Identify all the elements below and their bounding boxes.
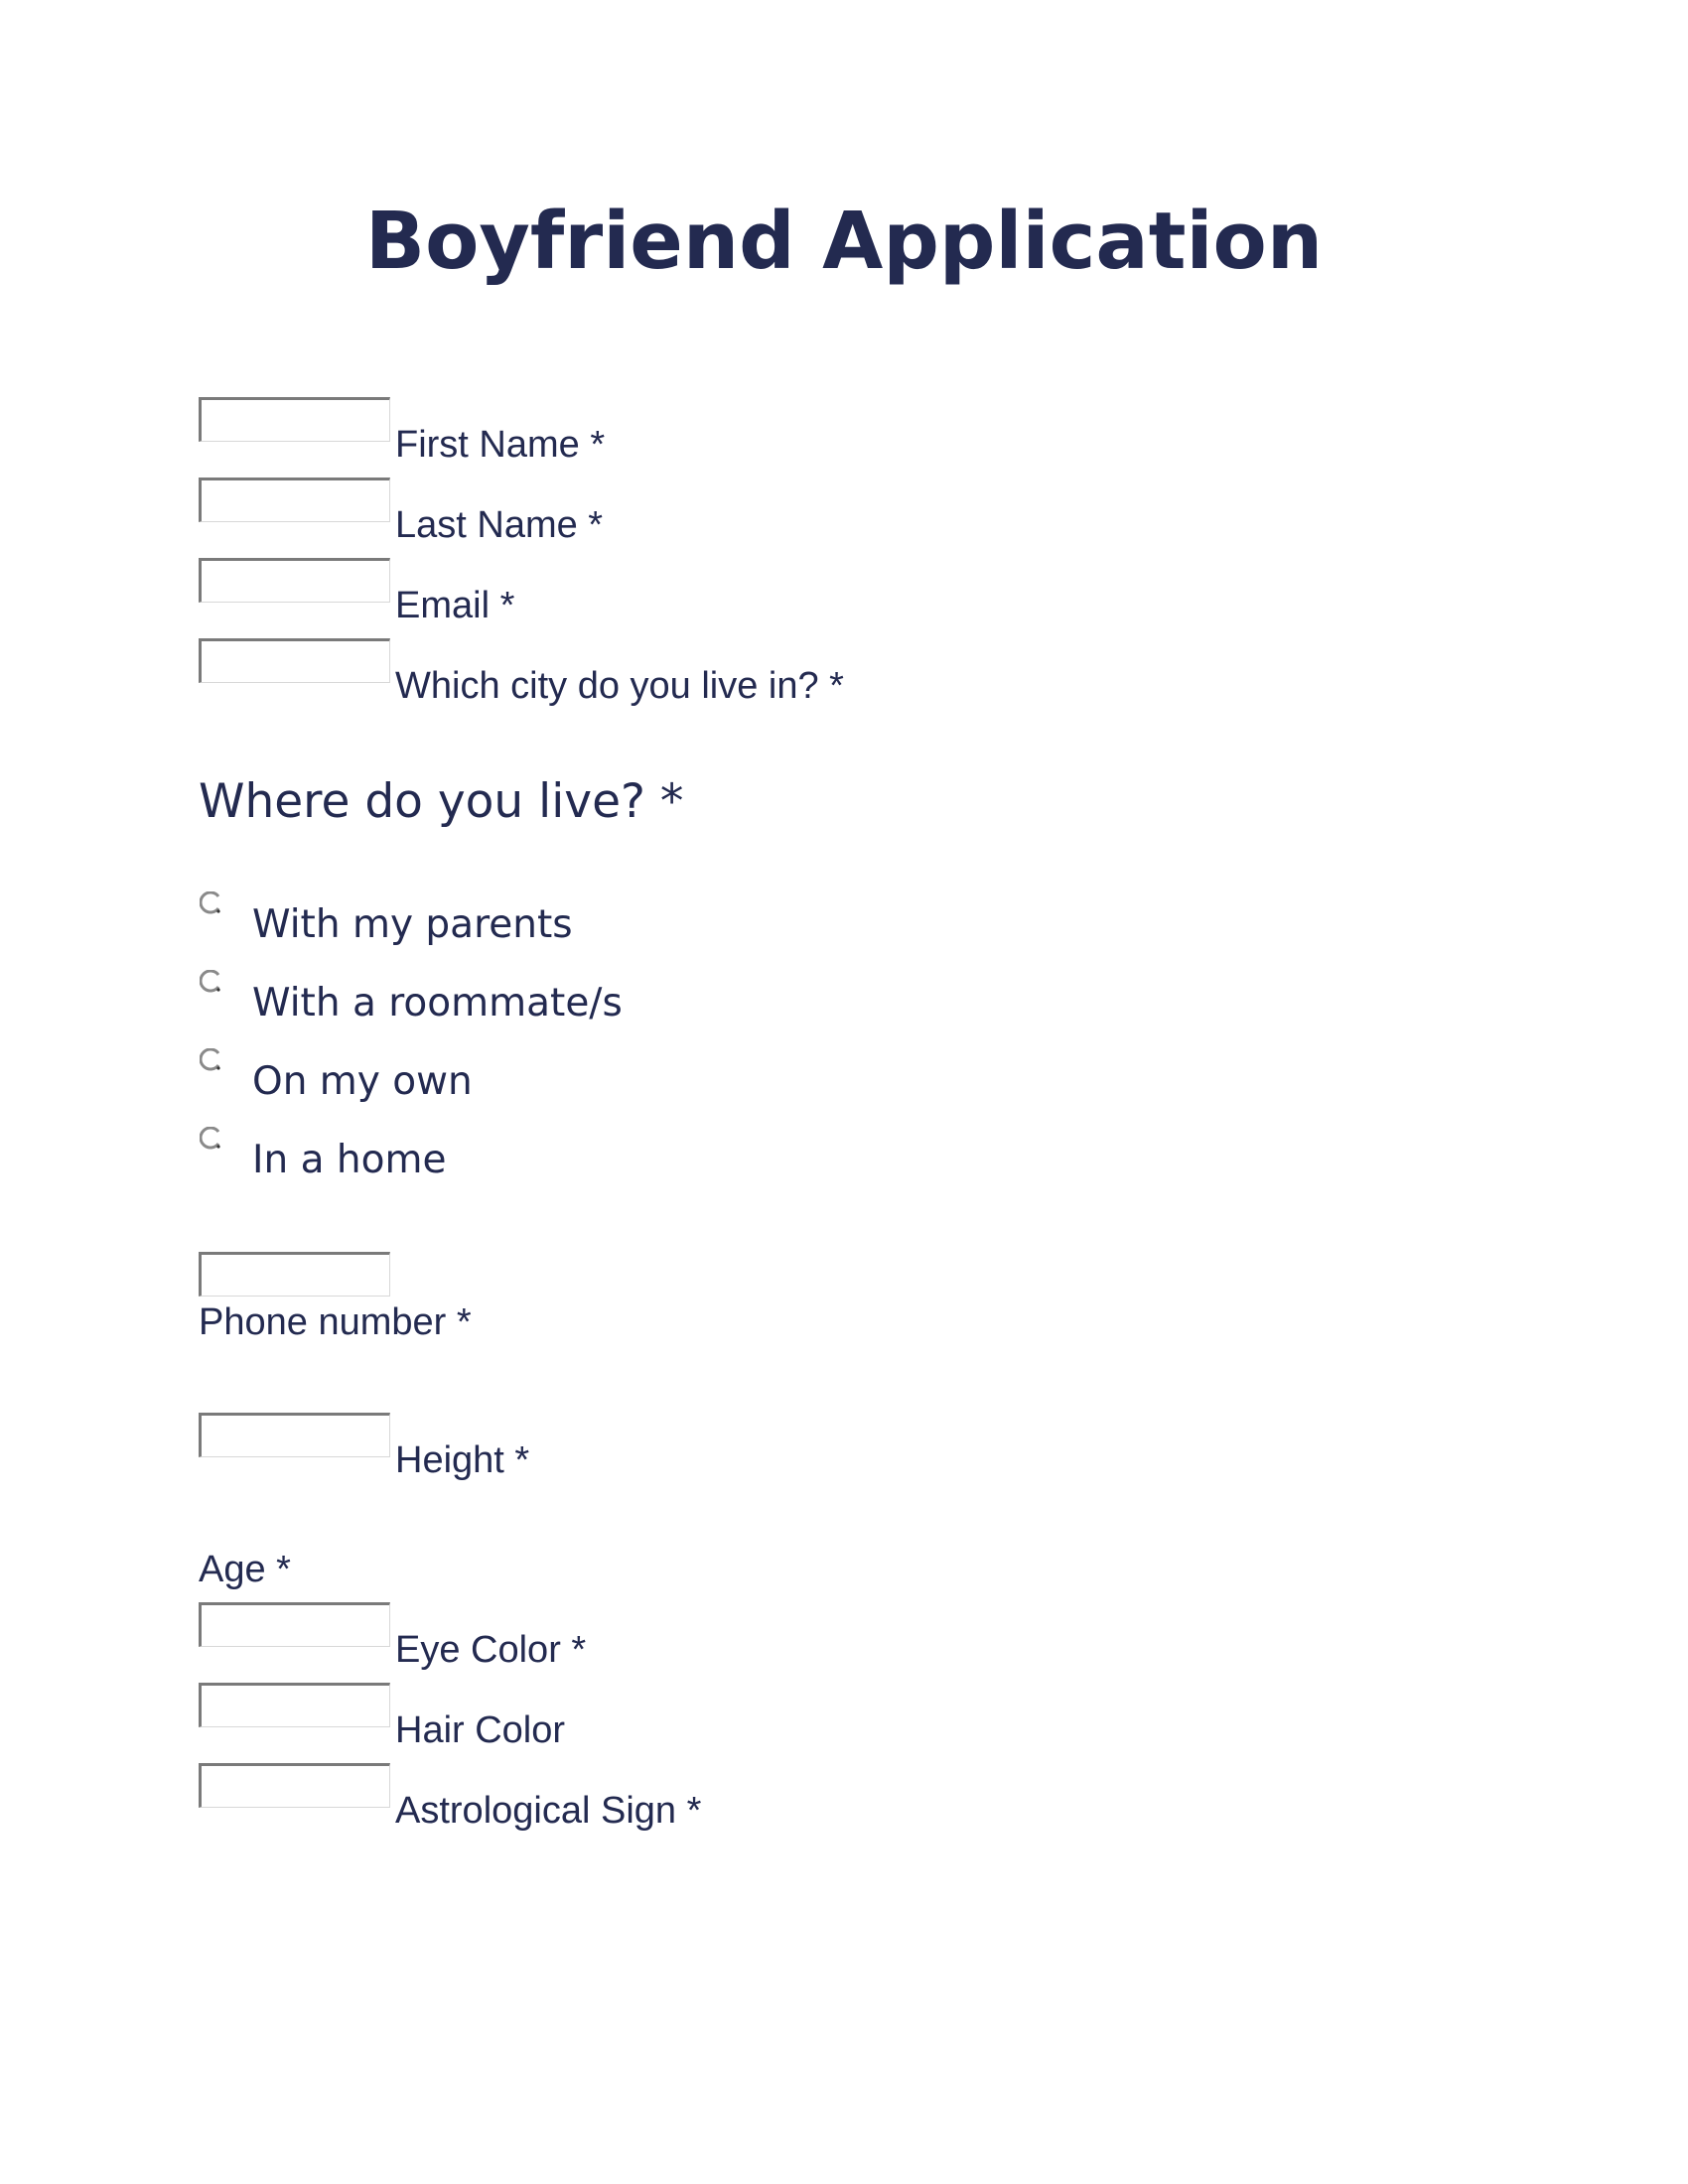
- city-label: Which city do you live in? *: [395, 665, 844, 707]
- radio-circle-icon: [200, 1127, 225, 1153]
- radio-with-a-roommate[interactable]: [200, 970, 225, 996]
- residence-question: Where do you live? *: [199, 774, 684, 829]
- last-name-label: Last Name *: [395, 504, 604, 546]
- eye-color-input[interactable]: [199, 1602, 390, 1647]
- phone-number-label: Phone number *: [199, 1301, 472, 1343]
- option-with-a-roommate: With a roommate/s: [252, 981, 623, 1025]
- radio-circle-icon: [200, 1048, 225, 1074]
- age-label: Age *: [199, 1549, 291, 1590]
- height-label: Height *: [395, 1439, 530, 1481]
- height-input[interactable]: [199, 1413, 390, 1457]
- form-title: Boyfriend Application: [364, 196, 1324, 287]
- radio-on-my-own[interactable]: [200, 1048, 225, 1074]
- first-name-input[interactable]: [199, 397, 390, 442]
- radio-circle-icon: [200, 970, 225, 996]
- astrological-sign-input[interactable]: [199, 1763, 390, 1808]
- radio-circle-icon: [200, 891, 225, 917]
- astrological-sign-label: Astrological Sign *: [395, 1790, 702, 1832]
- email-label: Email *: [395, 585, 515, 626]
- hair-color-label: Hair Color: [395, 1709, 566, 1751]
- phone-number-input[interactable]: [199, 1252, 390, 1297]
- radio-with-my-parents[interactable]: [200, 891, 225, 917]
- option-on-my-own: On my own: [252, 1059, 473, 1104]
- city-input[interactable]: [199, 638, 390, 683]
- eye-color-label: Eye Color *: [395, 1629, 587, 1671]
- hair-color-input[interactable]: [199, 1683, 390, 1727]
- option-with-my-parents: With my parents: [252, 902, 573, 947]
- last-name-input[interactable]: [199, 478, 390, 522]
- email-input[interactable]: [199, 558, 390, 603]
- option-in-a-home: In a home: [252, 1138, 447, 1182]
- radio-in-a-home[interactable]: [200, 1127, 225, 1153]
- first-name-label: First Name *: [395, 424, 606, 466]
